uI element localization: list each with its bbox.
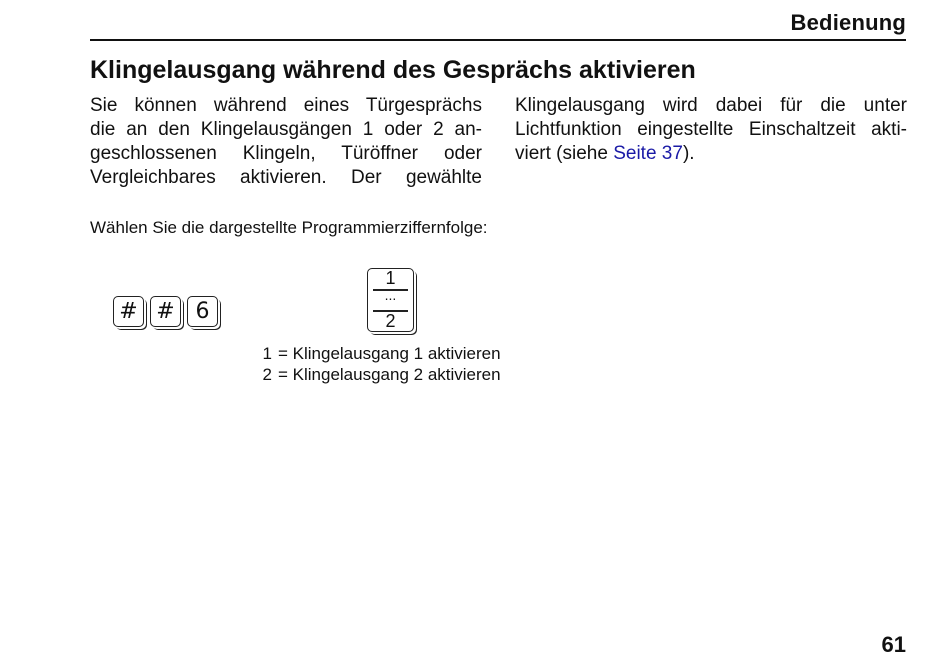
text-line: geschlossenen Klingeln, Türöffner oder (90, 143, 482, 164)
text-line: Vergleichbares aktivieren. Der gewählte (90, 167, 482, 188)
legend-item (258, 344, 501, 364)
body-text-right (515, 94, 907, 166)
legend-number: 1 (262, 344, 272, 363)
header-rule (90, 39, 906, 41)
legend-number: 2 (262, 365, 272, 384)
page-link[interactable]: Seite 37 (613, 143, 683, 164)
key-6: 6 (187, 296, 218, 327)
text-line: die an den Klingelausgängen 1 oder 2 an- (90, 119, 482, 140)
instruction-text: Wählen Sie die dargestellte Programmierziffernfolge: (90, 218, 488, 237)
choice-top: 1 (385, 268, 396, 288)
legend-text: = Klingelausgang 2 aktivieren (278, 365, 501, 384)
choice-bottom: 2 (385, 311, 396, 331)
text-fragment: ). (682, 143, 695, 164)
text-line (515, 142, 907, 166)
digit-choice-key (367, 268, 414, 332)
text-fragment: viert (siehe (515, 143, 614, 164)
section-title: Klingelausgang während des Gesprächs aktivieren (90, 56, 696, 84)
key-hash: # (113, 296, 144, 327)
legend-text: = Klingelausgang 1 aktivieren (278, 344, 501, 363)
legend-item (258, 365, 501, 385)
body-text-left (90, 94, 482, 190)
running-header: Bedienung (790, 10, 906, 35)
text-line: Lichtfunktion eingestellte Einschaltzeit akti- (515, 119, 907, 140)
choice-ellipsis: ... (384, 287, 397, 303)
text-line: Sie können während eines Türgesprächs (90, 95, 482, 116)
key-hash: # (150, 296, 181, 327)
text-line: Klingelausgang wird dabei für die unter (515, 95, 907, 116)
page-number: 61 (881, 632, 906, 657)
